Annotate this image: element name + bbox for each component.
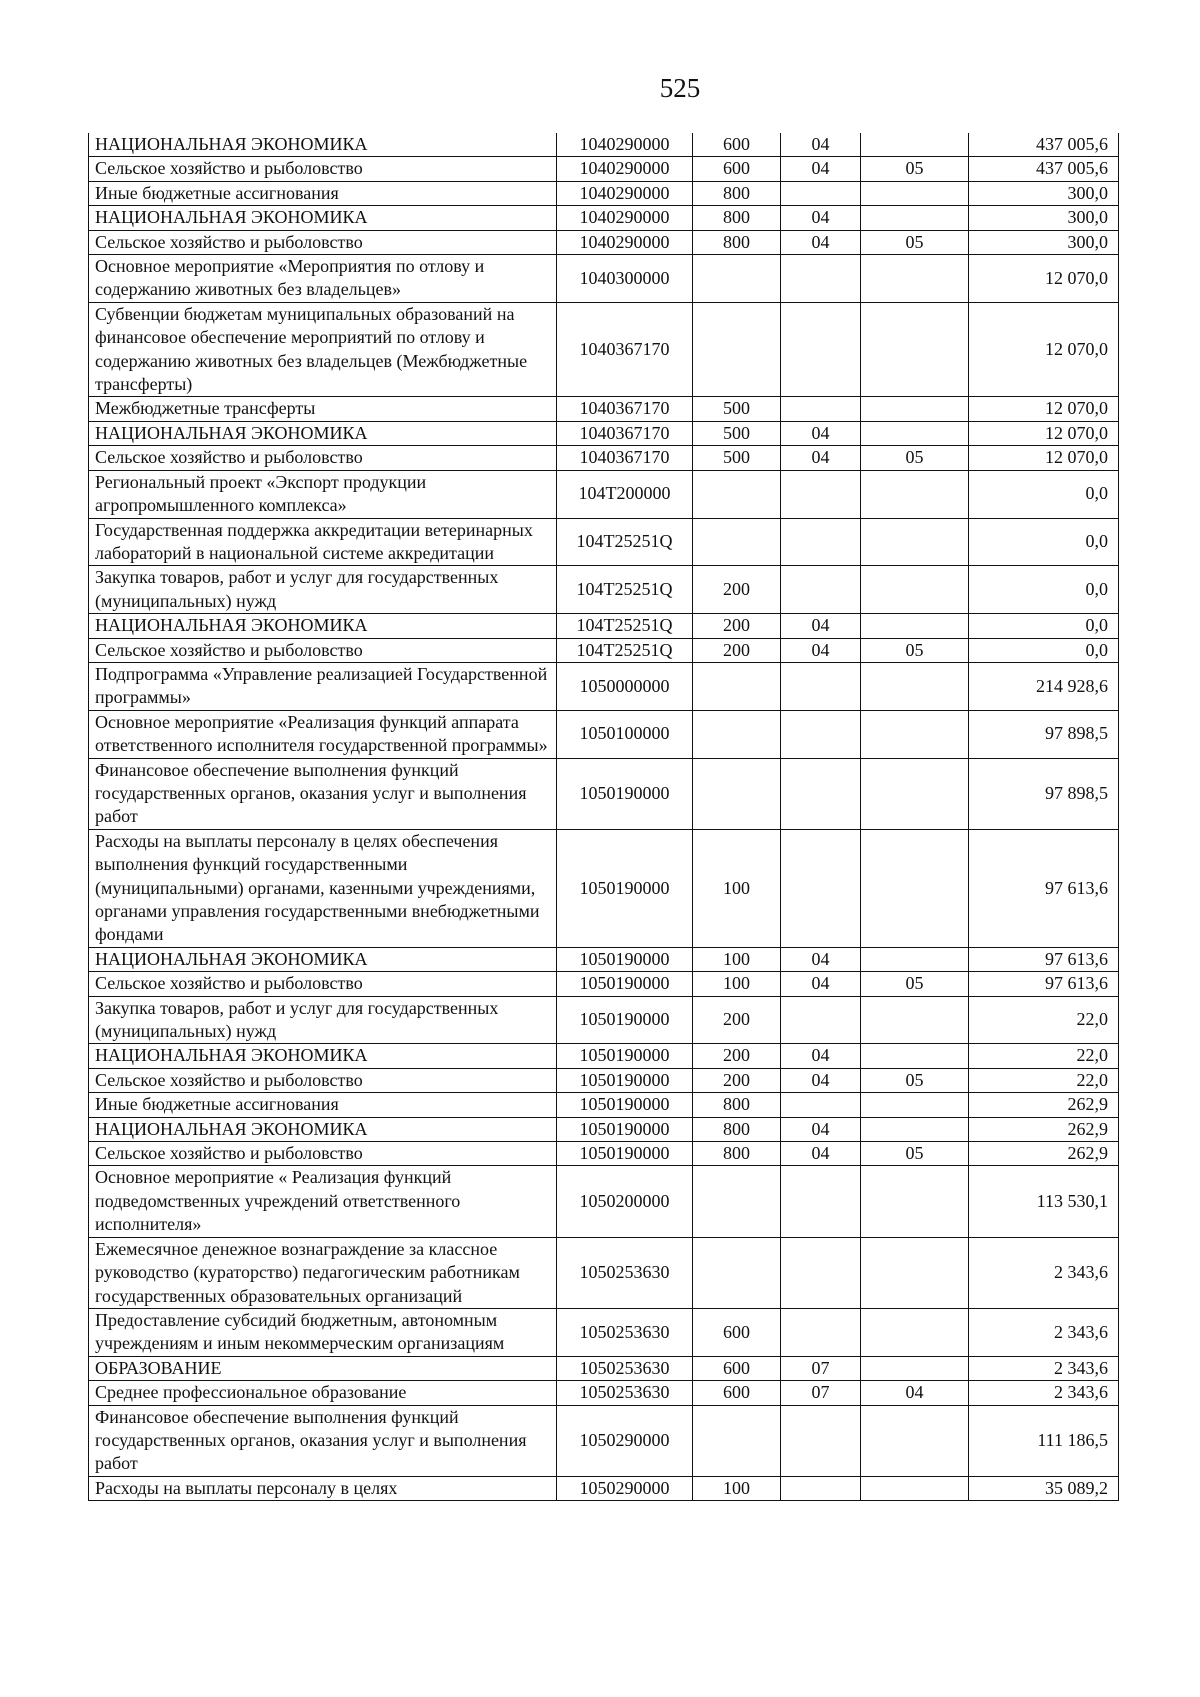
subsection-code-cell: 04: [861, 1381, 969, 1405]
target-article-code-cell: 1050253630: [557, 1237, 693, 1308]
row-name-cell: Сельское хозяйство и рыболовство: [89, 1142, 557, 1166]
target-article-code-cell: 104T25251Q: [557, 566, 693, 614]
subsection-code-cell: [861, 1166, 969, 1237]
subsection-code-cell: [861, 1117, 969, 1141]
expense-type-code-cell: 800: [693, 1142, 781, 1166]
target-article-code-cell: 1050190000: [557, 758, 693, 829]
target-article-code-cell: 1040290000: [557, 157, 693, 181]
section-code-cell: [781, 1405, 861, 1476]
section-code-cell: [781, 758, 861, 829]
row-name-cell: Региональный проект «Экспорт продукции агропромышленного комплекса»: [89, 470, 557, 518]
section-code-cell: [781, 829, 861, 947]
budget-table: [88, 133, 1119, 1501]
subsection-code-cell: [861, 397, 969, 421]
table-row: [89, 255, 1119, 303]
amount-cell: 12 070,0: [969, 446, 1119, 470]
row-name-cell: НАЦИОНАЛЬНАЯ ЭКОНОМИКА: [89, 1044, 557, 1068]
target-article-code-cell: 1050190000: [557, 1117, 693, 1141]
section-code-cell: [781, 710, 861, 758]
table-row: [89, 133, 1119, 157]
table-row: [89, 1356, 1119, 1380]
amount-cell: 262,9: [969, 1093, 1119, 1117]
amount-cell: 300,0: [969, 206, 1119, 230]
section-code-cell: [781, 1166, 861, 1237]
table-row: [89, 638, 1119, 662]
expense-type-code-cell: 600: [693, 1356, 781, 1380]
section-code-cell: [781, 181, 861, 205]
row-name-cell: Расходы на выплаты персоналу в целях: [89, 1476, 557, 1500]
row-name-cell: ОБРАЗОВАНИЕ: [89, 1356, 557, 1380]
subsection-code-cell: [861, 829, 969, 947]
section-code-cell: [781, 1093, 861, 1117]
expense-type-code-cell: 800: [693, 1093, 781, 1117]
table-row: [89, 518, 1119, 566]
amount-cell: 12 070,0: [969, 421, 1119, 445]
subsection-code-cell: [861, 518, 969, 566]
amount-cell: 0,0: [969, 638, 1119, 662]
section-code-cell: 04: [781, 972, 861, 996]
row-name-cell: Финансовое обеспечение выполнения функций государственных органов, оказания услуг и выполнения работ: [89, 1405, 557, 1476]
amount-cell: 2 343,6: [969, 1381, 1119, 1405]
table-row: [89, 1166, 1119, 1237]
row-name-cell: Предоставление субсидий бюджетным, автономным учреждениям и иным некоммерческим организациям: [89, 1308, 557, 1356]
subsection-code-cell: [861, 1405, 969, 1476]
subsection-code-cell: [861, 255, 969, 303]
row-name-cell: Сельское хозяйство и рыболовство: [89, 446, 557, 470]
subsection-code-cell: [861, 206, 969, 230]
table-row: [89, 614, 1119, 638]
table-row: [89, 230, 1119, 254]
amount-cell: 437 005,6: [969, 133, 1119, 157]
row-name-cell: Сельское хозяйство и рыболовство: [89, 972, 557, 996]
target-article-code-cell: 104T25251Q: [557, 614, 693, 638]
subsection-code-cell: 05: [861, 1068, 969, 1092]
expense-type-code-cell: 500: [693, 421, 781, 445]
subsection-code-cell: [861, 181, 969, 205]
section-code-cell: [781, 470, 861, 518]
subsection-code-cell: [861, 614, 969, 638]
row-name-cell: Подпрограмма «Управление реализацией Государственной программы»: [89, 662, 557, 710]
table-row: [89, 181, 1119, 205]
amount-cell: 12 070,0: [969, 255, 1119, 303]
amount-cell: 0,0: [969, 614, 1119, 638]
table-row: [89, 1117, 1119, 1141]
expense-type-code-cell: 600: [693, 157, 781, 181]
expense-type-code-cell: [693, 1166, 781, 1237]
table-row: [89, 157, 1119, 181]
expense-type-code-cell: [693, 470, 781, 518]
subsection-code-cell: [861, 996, 969, 1044]
subsection-code-cell: [861, 1093, 969, 1117]
amount-cell: 97 613,6: [969, 947, 1119, 971]
expense-type-code-cell: [693, 302, 781, 397]
expense-type-code-cell: 800: [693, 206, 781, 230]
row-name-cell: Закупка товаров, работ и услуг для государственных (муниципальных) нужд: [89, 566, 557, 614]
section-code-cell: 04: [781, 230, 861, 254]
expense-type-code-cell: 500: [693, 446, 781, 470]
expense-type-code-cell: 100: [693, 829, 781, 947]
subsection-code-cell: 05: [861, 157, 969, 181]
section-code-cell: [781, 518, 861, 566]
section-code-cell: [781, 397, 861, 421]
target-article-code-cell: 104T25251Q: [557, 638, 693, 662]
row-name-cell: Субвенции бюджетам муниципальных образований на финансовое обеспечение мероприятий по отлову и содержанию животных без владельцев (Межбюджетные трансферты): [89, 302, 557, 397]
target-article-code-cell: 1050253630: [557, 1356, 693, 1380]
row-name-cell: НАЦИОНАЛЬНАЯ ЭКОНОМИКА: [89, 614, 557, 638]
target-article-code-cell: 1050253630: [557, 1381, 693, 1405]
section-code-cell: 07: [781, 1381, 861, 1405]
amount-cell: 97 613,6: [969, 829, 1119, 947]
section-code-cell: 04: [781, 446, 861, 470]
target-article-code-cell: 1050200000: [557, 1166, 693, 1237]
row-name-cell: Основное мероприятие «Мероприятия по отлову и содержанию животных без владельцев»: [89, 255, 557, 303]
expense-type-code-cell: [693, 518, 781, 566]
amount-cell: 300,0: [969, 181, 1119, 205]
target-article-code-cell: 1050190000: [557, 829, 693, 947]
subsection-code-cell: [861, 1356, 969, 1380]
section-code-cell: [781, 255, 861, 303]
amount-cell: 12 070,0: [969, 302, 1119, 397]
section-code-cell: [781, 1237, 861, 1308]
row-name-cell: Сельское хозяйство и рыболовство: [89, 157, 557, 181]
expense-type-code-cell: 200: [693, 1044, 781, 1068]
table-row: [89, 566, 1119, 614]
expense-type-code-cell: 200: [693, 996, 781, 1044]
row-name-cell: Иные бюджетные ассигнования: [89, 1093, 557, 1117]
expense-type-code-cell: 100: [693, 1476, 781, 1500]
target-article-code-cell: 104T25251Q: [557, 518, 693, 566]
section-code-cell: [781, 302, 861, 397]
amount-cell: 97 613,6: [969, 972, 1119, 996]
expense-type-code-cell: 600: [693, 1381, 781, 1405]
subsection-code-cell: [861, 1308, 969, 1356]
expense-type-code-cell: 200: [693, 1068, 781, 1092]
target-article-code-cell: 1040367170: [557, 397, 693, 421]
amount-cell: 12 070,0: [969, 397, 1119, 421]
row-name-cell: Основное мероприятие «Реализация функций аппарата ответственного исполнителя государственной программы»: [89, 710, 557, 758]
subsection-code-cell: [861, 302, 969, 397]
target-article-code-cell: 1040300000: [557, 255, 693, 303]
target-article-code-cell: 1040367170: [557, 421, 693, 445]
target-article-code-cell: 1050190000: [557, 1068, 693, 1092]
target-article-code-cell: 1050190000: [557, 972, 693, 996]
section-code-cell: [781, 662, 861, 710]
subsection-code-cell: [861, 1237, 969, 1308]
amount-cell: 22,0: [969, 1044, 1119, 1068]
row-name-cell: Сельское хозяйство и рыболовство: [89, 638, 557, 662]
table-row: [89, 1237, 1119, 1308]
row-name-cell: Сельское хозяйство и рыболовство: [89, 230, 557, 254]
table-row: [89, 1142, 1119, 1166]
section-code-cell: 04: [781, 1117, 861, 1141]
amount-cell: 214 928,6: [969, 662, 1119, 710]
target-article-code-cell: 1040290000: [557, 230, 693, 254]
subsection-code-cell: 05: [861, 1142, 969, 1166]
subsection-code-cell: [861, 710, 969, 758]
page-number: 525: [659, 73, 701, 103]
amount-cell: 113 530,1: [969, 1166, 1119, 1237]
expense-type-code-cell: [693, 255, 781, 303]
expense-type-code-cell: [693, 710, 781, 758]
section-code-cell: [781, 1476, 861, 1500]
subsection-code-cell: 05: [861, 230, 969, 254]
amount-cell: 22,0: [969, 996, 1119, 1044]
expense-type-code-cell: [693, 758, 781, 829]
row-name-cell: Основное мероприятие « Реализация функций подведомственных учреждений ответственного исполнителя»: [89, 1166, 557, 1237]
subsection-code-cell: [861, 566, 969, 614]
expense-type-code-cell: 100: [693, 947, 781, 971]
amount-cell: 2 343,6: [969, 1308, 1119, 1356]
subsection-code-cell: [861, 662, 969, 710]
table-row: [89, 972, 1119, 996]
target-article-code-cell: 1040290000: [557, 181, 693, 205]
target-article-code-cell: 1050000000: [557, 662, 693, 710]
target-article-code-cell: 1050190000: [557, 1044, 693, 1068]
subsection-code-cell: 05: [861, 972, 969, 996]
section-code-cell: [781, 996, 861, 1044]
expense-type-code-cell: 600: [693, 1308, 781, 1356]
expense-type-code-cell: 200: [693, 614, 781, 638]
row-name-cell: Закупка товаров, работ и услуг для государственных (муниципальных) нужд: [89, 996, 557, 1044]
target-article-code-cell: 1040367170: [557, 302, 693, 397]
expense-type-code-cell: 800: [693, 230, 781, 254]
amount-cell: 97 898,5: [969, 710, 1119, 758]
table-row: [89, 470, 1119, 518]
target-article-code-cell: 1050290000: [557, 1405, 693, 1476]
row-name-cell: Межбюджетные трансферты: [89, 397, 557, 421]
expense-type-code-cell: 200: [693, 638, 781, 662]
row-name-cell: НАЦИОНАЛЬНАЯ ЭКОНОМИКА: [89, 421, 557, 445]
section-code-cell: 04: [781, 206, 861, 230]
row-name-cell: НАЦИОНАЛЬНАЯ ЭКОНОМИКА: [89, 947, 557, 971]
expense-type-code-cell: [693, 662, 781, 710]
target-article-code-cell: 1050190000: [557, 996, 693, 1044]
subsection-code-cell: [861, 1044, 969, 1068]
table-row: [89, 662, 1119, 710]
row-name-cell: Ежемесячное денежное вознаграждение за классное руководство (кураторство) педагогическим работникам государственных образовательных организаций: [89, 1237, 557, 1308]
row-name-cell: НАЦИОНАЛЬНАЯ ЭКОНОМИКА: [89, 133, 557, 157]
target-article-code-cell: 1050290000: [557, 1476, 693, 1500]
row-name-cell: НАЦИОНАЛЬНАЯ ЭКОНОМИКА: [89, 206, 557, 230]
section-code-cell: 04: [781, 1044, 861, 1068]
table-row: [89, 302, 1119, 397]
section-code-cell: 04: [781, 1068, 861, 1092]
table-row: [89, 1405, 1119, 1476]
row-name-cell: Финансовое обеспечение выполнения функций государственных органов, оказания услуг и выполнения работ: [89, 758, 557, 829]
amount-cell: 35 089,2: [969, 1476, 1119, 1500]
table-row: [89, 710, 1119, 758]
table-row: [89, 1044, 1119, 1068]
section-code-cell: [781, 566, 861, 614]
table-row: [89, 421, 1119, 445]
target-article-code-cell: 1050100000: [557, 710, 693, 758]
budget-table-body: [89, 133, 1119, 1501]
expense-type-code-cell: 100: [693, 972, 781, 996]
target-article-code-cell: 1050190000: [557, 1093, 693, 1117]
target-article-code-cell: 1050190000: [557, 947, 693, 971]
target-article-code-cell: 1040290000: [557, 133, 693, 157]
table-row: [89, 1308, 1119, 1356]
subsection-code-cell: [861, 470, 969, 518]
row-name-cell: Расходы на выплаты персоналу в целях обеспечения выполнения функций государственными (муниципальными) органами, казенными учреждениями, органами управления государственными внебюджетными фондами: [89, 829, 557, 947]
table-row: [89, 758, 1119, 829]
expense-type-code-cell: [693, 1405, 781, 1476]
row-name-cell: Среднее профессиональное образование: [89, 1381, 557, 1405]
target-article-code-cell: 1040290000: [557, 206, 693, 230]
row-name-cell: НАЦИОНАЛЬНАЯ ЭКОНОМИКА: [89, 1117, 557, 1141]
section-code-cell: [781, 1308, 861, 1356]
section-code-cell: 04: [781, 1142, 861, 1166]
subsection-code-cell: [861, 758, 969, 829]
amount-cell: 97 898,5: [969, 758, 1119, 829]
amount-cell: 262,9: [969, 1117, 1119, 1141]
amount-cell: 0,0: [969, 470, 1119, 518]
table-row: [89, 829, 1119, 947]
table-row: [89, 996, 1119, 1044]
row-name-cell: Иные бюджетные ассигнования: [89, 181, 557, 205]
target-article-code-cell: 1050253630: [557, 1308, 693, 1356]
amount-cell: 300,0: [969, 230, 1119, 254]
subsection-code-cell: [861, 133, 969, 157]
table-row: [89, 206, 1119, 230]
section-code-cell: 04: [781, 133, 861, 157]
amount-cell: 262,9: [969, 1142, 1119, 1166]
subsection-code-cell: 05: [861, 446, 969, 470]
expense-type-code-cell: 500: [693, 397, 781, 421]
target-article-code-cell: 1040367170: [557, 446, 693, 470]
target-article-code-cell: 104T200000: [557, 470, 693, 518]
table-row: [89, 947, 1119, 971]
subsection-code-cell: [861, 1476, 969, 1500]
amount-cell: 111 186,5: [969, 1405, 1119, 1476]
table-row: [89, 446, 1119, 470]
target-article-code-cell: 1050190000: [557, 1142, 693, 1166]
table-row: [89, 1476, 1119, 1500]
amount-cell: 22,0: [969, 1068, 1119, 1092]
table-row: [89, 1381, 1119, 1405]
amount-cell: 0,0: [969, 518, 1119, 566]
table-row: [89, 1068, 1119, 1092]
amount-cell: 0,0: [969, 566, 1119, 614]
amount-cell: 2 343,6: [969, 1237, 1119, 1308]
row-name-cell: Государственная поддержка аккредитации ветеринарных лабораторий в национальной системе аккредитации: [89, 518, 557, 566]
subsection-code-cell: [861, 421, 969, 445]
expense-type-code-cell: [693, 1237, 781, 1308]
expense-type-code-cell: 800: [693, 1117, 781, 1141]
section-code-cell: 04: [781, 638, 861, 662]
expense-type-code-cell: 800: [693, 181, 781, 205]
table-row: [89, 397, 1119, 421]
subsection-code-cell: [861, 947, 969, 971]
subsection-code-cell: 05: [861, 638, 969, 662]
table-row: [89, 1093, 1119, 1117]
section-code-cell: 04: [781, 614, 861, 638]
section-code-cell: 04: [781, 947, 861, 971]
expense-type-code-cell: 600: [693, 133, 781, 157]
amount-cell: 2 343,6: [969, 1356, 1119, 1380]
expense-type-code-cell: 200: [693, 566, 781, 614]
section-code-cell: 07: [781, 1356, 861, 1380]
section-code-cell: 04: [781, 421, 861, 445]
row-name-cell: Сельское хозяйство и рыболовство: [89, 1068, 557, 1092]
section-code-cell: 04: [781, 157, 861, 181]
amount-cell: 437 005,6: [969, 157, 1119, 181]
